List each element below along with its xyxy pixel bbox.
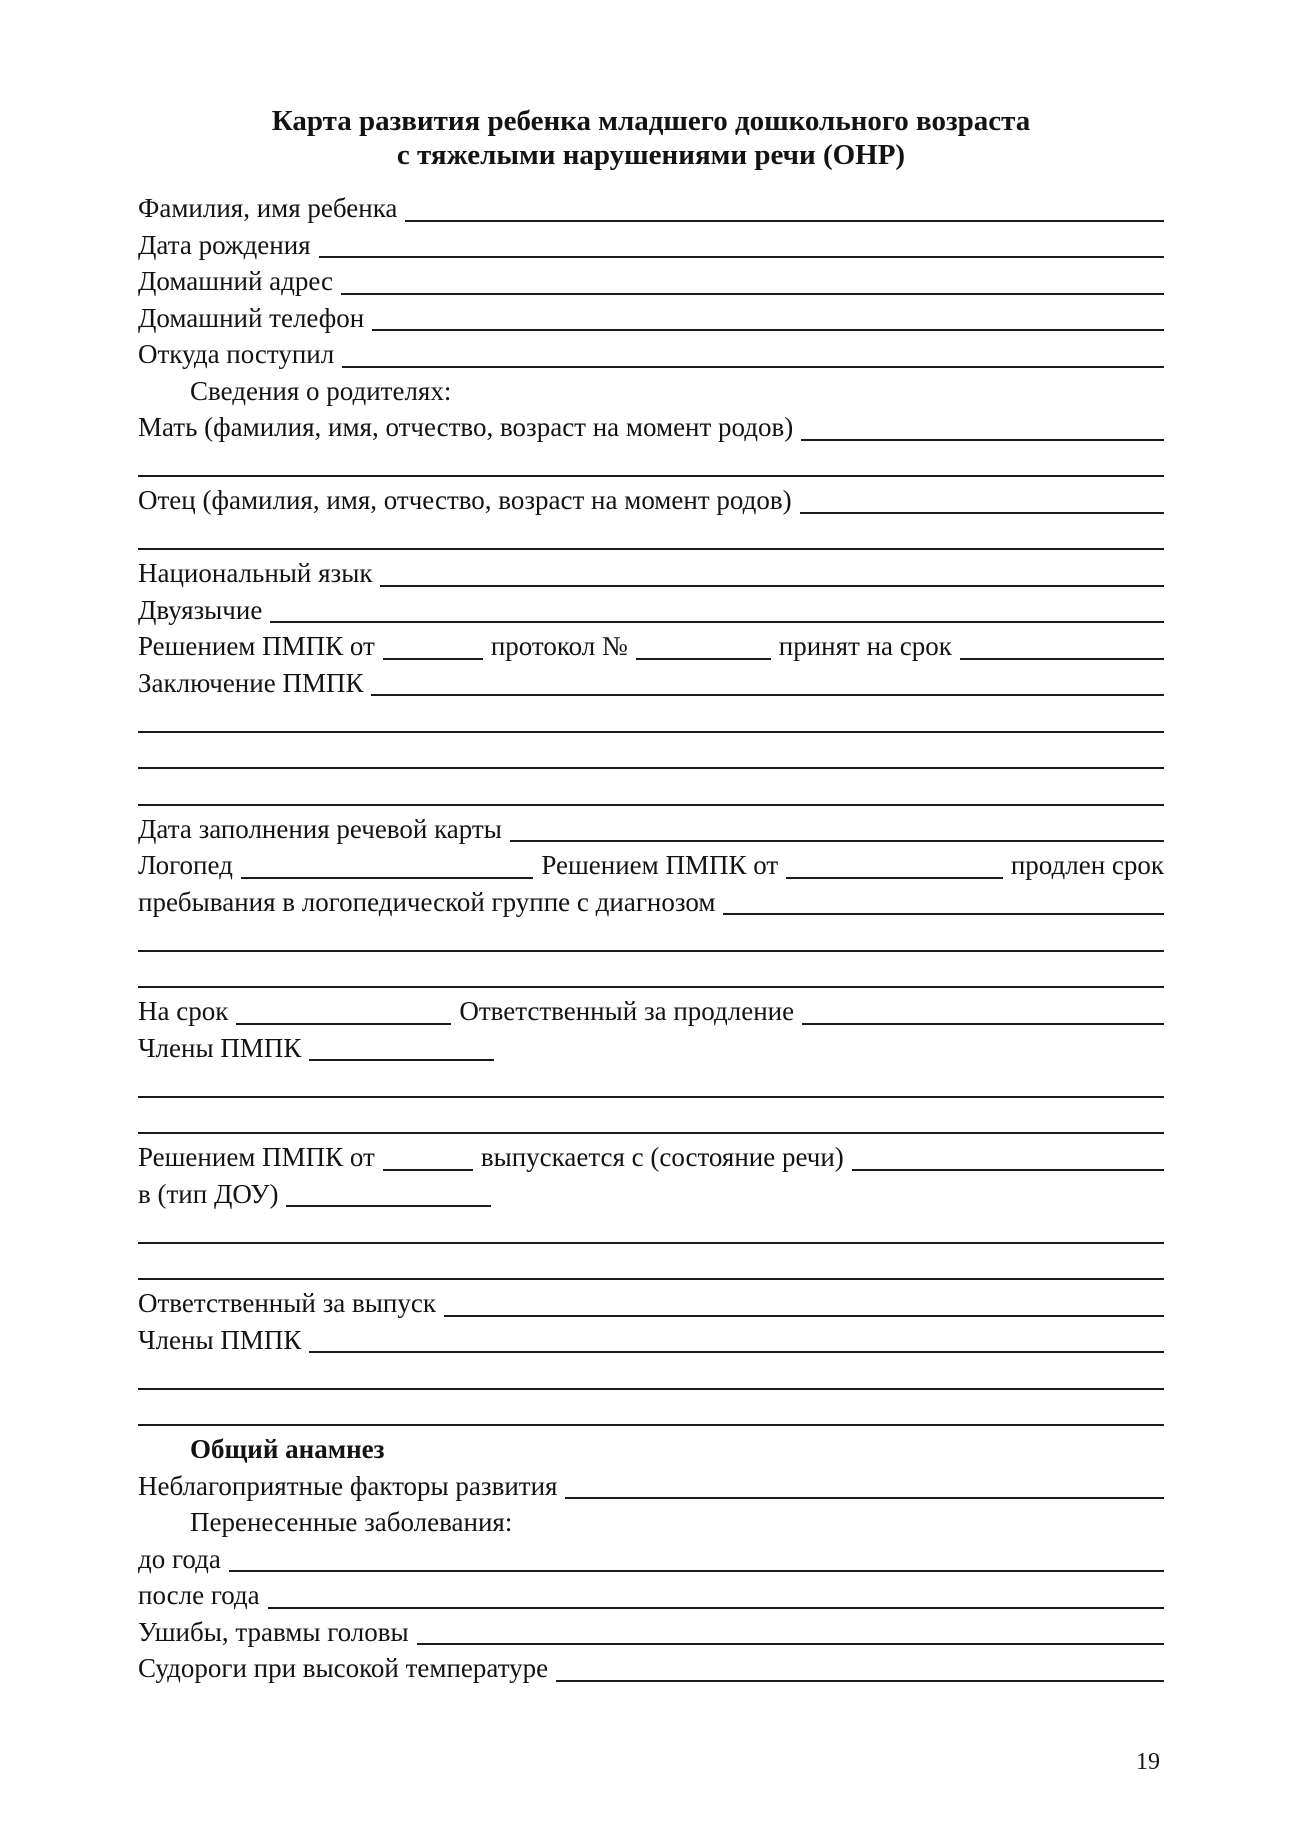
field-label: выпускается с (состояние речи): [480, 1142, 844, 1172]
fill-line: [380, 585, 1164, 587]
field-label: Отец (фамилия, имя, отчество, возраст на момент родов): [138, 485, 792, 515]
blank-line: [138, 1249, 1164, 1286]
fill-line: [138, 548, 1164, 550]
row-before-year: [138, 1541, 1164, 1578]
field-label: Решением ПМПК от: [138, 1142, 375, 1172]
fill-line: [341, 293, 1164, 295]
fill-line: [405, 220, 1164, 222]
field-label: Дата заполнения речевой карты: [138, 813, 502, 844]
field-label: принят на срок: [778, 631, 952, 661]
fill-line: [138, 731, 1164, 733]
field-label: протокол №: [490, 631, 628, 661]
row-dou-type: [138, 1176, 1164, 1213]
blank-line: [138, 519, 1164, 556]
row-birth-date: [138, 227, 1164, 264]
blank-line: [138, 1395, 1164, 1432]
field-label: Решением ПМПК от: [541, 850, 779, 880]
row-group-diagnosis: [138, 884, 1164, 921]
field-label: Национальный язык: [138, 558, 373, 588]
field-label: Откуда поступил: [138, 339, 335, 369]
fill-line: [510, 840, 1164, 842]
section-heading: Общий анамнез: [190, 1434, 385, 1464]
row-child-name: [138, 190, 1164, 227]
form-content: [138, 104, 1164, 1687]
fill-line: [342, 366, 1164, 368]
blank-line: [138, 1212, 1164, 1249]
fill-line: [138, 475, 1164, 477]
row-pmpk-members: [138, 1322, 1164, 1359]
fill-line: [138, 1242, 1164, 1244]
fill-line: [286, 1205, 491, 1207]
fill-line: [138, 1424, 1164, 1426]
fill-line: [138, 1132, 1164, 1134]
fill-line: [786, 877, 1003, 879]
field-label: Решением ПМПК от: [138, 631, 375, 661]
row-discharge: [138, 1139, 1164, 1176]
row-after-year: [138, 1577, 1164, 1614]
fill-line: [372, 329, 1164, 331]
heading-general-anamnesis: [138, 1431, 1164, 1468]
document-title: [138, 104, 1164, 172]
field-label: продлен срок: [1010, 850, 1164, 880]
row-home-phone: [138, 300, 1164, 337]
field-label: Домашний телефон: [138, 302, 365, 333]
fill-line: [229, 1570, 1164, 1572]
fill-line: [138, 986, 1164, 988]
fill-line: [636, 658, 771, 660]
field-label: Члены ПМПК: [138, 1324, 302, 1355]
fill-line: [800, 512, 1164, 514]
blank-line: [138, 446, 1164, 483]
field-label: Члены ПМПК: [138, 1032, 302, 1063]
fill-line: [138, 1278, 1164, 1280]
fill-line: [960, 658, 1164, 660]
heading-past-diseases: [138, 1504, 1164, 1541]
fill-line: [852, 1169, 1164, 1171]
section-heading: Перенесенные заболевания:: [190, 1507, 513, 1537]
title-line-2: с тяжелыми нарушениями речи (ОНР): [396, 139, 906, 171]
fill-line: [383, 658, 483, 660]
blank-line: [138, 738, 1164, 775]
fill-line: [138, 1096, 1164, 1098]
row-admitted-from: [138, 336, 1164, 373]
field-label: Ответственный за выпуск: [138, 1288, 436, 1318]
field-label: Домашний адрес: [138, 266, 334, 296]
blank-line: [138, 701, 1164, 738]
fill-line: [319, 256, 1164, 258]
field-label: в (тип ДОУ): [138, 1178, 279, 1209]
field-label: Мать (фамилия, имя, отчество, возраст на момент родов): [138, 412, 794, 442]
row-responsible-discharge: [138, 1285, 1164, 1322]
fill-line: [268, 1607, 1164, 1609]
blank-line: [138, 774, 1164, 811]
fill-line: [371, 694, 1164, 696]
fill-line: [138, 767, 1164, 769]
fill-line: [802, 1023, 1164, 1025]
row-logoped-extension: [138, 847, 1164, 884]
form-rows: [138, 190, 1164, 1687]
section-heading: Сведения о родителях:: [190, 375, 452, 406]
fill-line: [444, 1315, 1164, 1317]
blank-line: [138, 1103, 1164, 1140]
blank-line: [138, 1358, 1164, 1395]
fill-line: [556, 1680, 1164, 1682]
fill-line: [309, 1059, 494, 1061]
row-pmpk-conclusion: [138, 665, 1164, 702]
row-speech-card-date: [138, 811, 1164, 848]
field-label: Дата рождения: [138, 229, 311, 260]
fill-line: [309, 1351, 1164, 1353]
row-national-language: [138, 555, 1164, 592]
fill-line: [138, 1388, 1164, 1390]
fill-line: [241, 877, 533, 879]
field-label: Логопед: [138, 850, 233, 880]
row-pmpk-decision: [138, 628, 1164, 665]
heading-parents-info: [138, 373, 1164, 410]
field-label: пребывания в логопедической группе с диагнозом: [138, 886, 716, 917]
row-pmpk-members: [138, 1030, 1164, 1067]
row-seizures-fever: [138, 1650, 1164, 1687]
fill-line: [417, 1643, 1164, 1645]
fill-line: [138, 950, 1164, 952]
row-term-responsible: [138, 993, 1164, 1030]
fill-line: [138, 804, 1164, 806]
row-head-injuries: [138, 1614, 1164, 1651]
row-bilingualism: [138, 592, 1164, 629]
fill-line: [383, 1169, 473, 1171]
fill-line: [270, 621, 1164, 623]
row-mother: [138, 409, 1164, 446]
fill-line: [801, 439, 1164, 441]
field-label: Судороги при высокой температуре: [138, 1653, 549, 1683]
field-label: после года: [138, 1580, 260, 1610]
blank-line: [138, 920, 1164, 957]
blank-line: [138, 957, 1164, 994]
field-label: Ушибы, травмы головы: [138, 1616, 409, 1647]
page-number: 19: [1136, 1749, 1160, 1775]
fill-line: [236, 1023, 451, 1025]
field-label: до года: [138, 1543, 221, 1574]
field-label: Неблагоприятные факторы развития: [138, 1470, 558, 1501]
field-label: Фамилия, имя ребенка: [138, 193, 398, 223]
blank-line: [138, 1066, 1164, 1103]
field-label: Двуязычие: [138, 594, 263, 625]
fill-line: [723, 913, 1164, 915]
row-adverse-factors: [138, 1468, 1164, 1505]
field-label: Заключение ПМПК: [138, 667, 364, 698]
row-father: [138, 482, 1164, 519]
fill-line: [565, 1497, 1164, 1499]
title-line-1: Карта развития ребенка младшего дошкольного возраста: [271, 105, 1031, 137]
row-home-address: [138, 263, 1164, 300]
field-label: На срок: [138, 996, 229, 1026]
field-label: Ответственный за продление: [459, 996, 795, 1026]
